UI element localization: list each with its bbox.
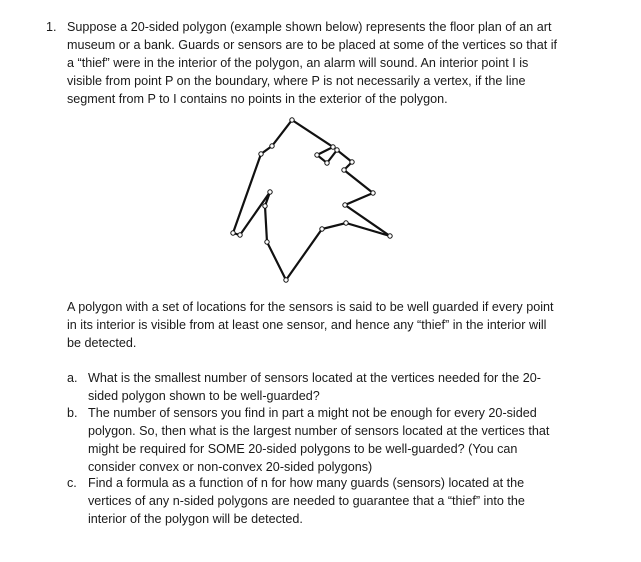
part-label: c. — [67, 476, 77, 490]
polygon-vertex — [238, 233, 242, 237]
polygon-vertex — [343, 203, 347, 207]
intro-line: a “thief” were in the interior of the polygon, an alarm will sound. An interior point I is — [67, 56, 529, 70]
polygon-vertex — [315, 153, 319, 157]
polygon-vertex — [231, 231, 235, 235]
polygon-vertex — [331, 145, 335, 149]
polygon-vertex — [342, 168, 346, 172]
part-label: b. — [67, 406, 78, 420]
part-line: The number of sensors you find in part a might not be enough for every 20-sided — [88, 406, 537, 420]
problem-number: 1. — [46, 20, 57, 34]
polygon-vertex — [371, 191, 375, 195]
intro-line: visible from point P on the boundary, where P is not necessarily a vertex, if the line — [67, 74, 526, 88]
guard-line: be detected. — [67, 336, 137, 350]
polygon-vertex — [268, 190, 272, 194]
part-line: sided polygon shown to be well-guarded? — [88, 389, 320, 403]
part-label: a. — [67, 371, 78, 385]
guard-line: A polygon with a set of locations for the sensors is said to be well guarded if every point — [67, 300, 554, 314]
polygon-vertices — [231, 118, 392, 282]
part-line: consider convex or non-convex 20-sided polygons) — [88, 460, 373, 474]
polygon-vertex — [350, 160, 354, 164]
intro-line: museum or a bank. Guards or sensors are to be placed at some of the vertices so that if — [67, 38, 558, 52]
part-line: might be required for SOME 20-sided polygons to be well-guarded? (You can — [88, 442, 518, 456]
polygon-vertex — [335, 148, 339, 152]
part-line: interior of the polygon will be detected. — [88, 512, 303, 526]
polygon-vertex — [290, 118, 294, 122]
guard-line: in its interior is visible from at least one sensor, and hence any “thief” in the interior will — [67, 318, 547, 332]
polygon-vertex — [263, 204, 267, 208]
part-line: polygon. So, then what is the largest number of sensors located at the vertices that — [88, 424, 550, 438]
polygon-vertex — [344, 221, 348, 225]
polygon-outline — [233, 120, 390, 280]
polygon-vertex — [388, 234, 392, 238]
intro-line: segment from P to I contains no points in the exterior of the polygon. — [67, 92, 448, 106]
part-line: Find a formula as a function of n for how many guards (sensors) located at the — [88, 476, 525, 490]
polygon-vertex — [259, 152, 263, 156]
polygon-vertex — [320, 227, 324, 231]
part-line: vertices of any n-sided polygons are needed to guarantee that a “thief” into the — [88, 494, 525, 508]
polygon-vertex — [284, 278, 288, 282]
polygon-vertex — [325, 161, 329, 165]
intro-line: Suppose a 20-sided polygon (example shown below) represents the floor plan of an art — [67, 20, 552, 34]
part-line: What is the smallest number of sensors located at the vertices needed for the 20- — [88, 371, 541, 385]
polygon-vertex — [265, 240, 269, 244]
polygon-vertex — [270, 144, 274, 148]
